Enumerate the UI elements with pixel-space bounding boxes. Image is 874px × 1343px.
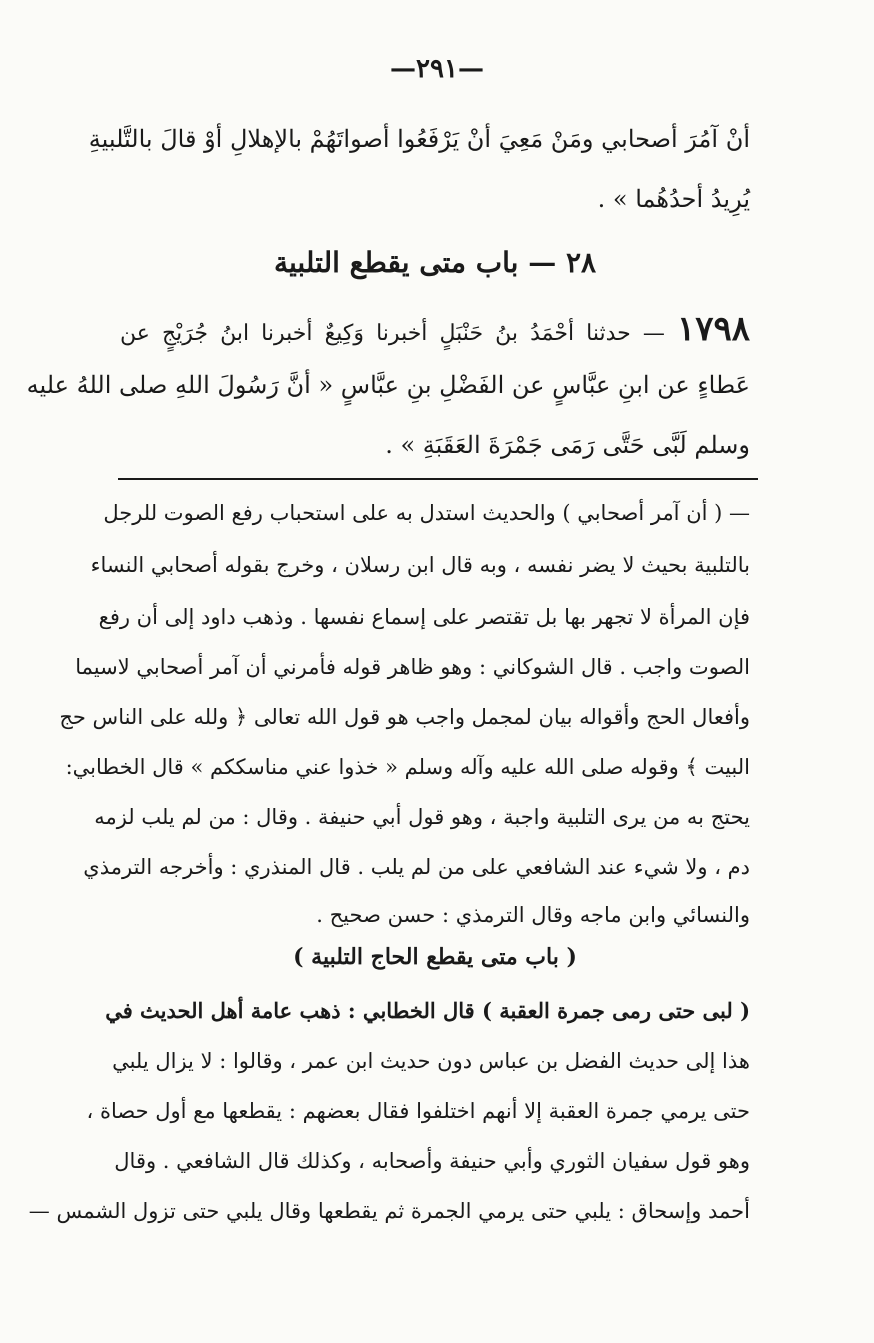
commentary-line: — ( أن آمر أصحابي ) والحديث استدل به على استحباب رفع الصوت للرجل	[103, 501, 750, 525]
chapter-heading: ٢٨ — باب متى يقطع التلبية	[273, 246, 597, 279]
hadith-line-text: — حدثنا أحْمَدُ بنُ حَنْبَلٍ أخبرنا وَكِيعٌ أخبرنا ابنُ جُرَيْجٍ عن	[120, 321, 665, 346]
commentary-line: بالتلبية بحيث لا يضر نفسه ، وبه قال ابن رسلان ، وخرج بقوله أصحابي النساء	[90, 553, 750, 577]
hadith-first-line	[120, 309, 750, 351]
main-text-line: يُرِيدُ أحدُهُما » .	[597, 185, 750, 213]
commentary-line: الصوت واجب . قال الشوكاني : وهو ظاهر قوله فأمرني أن آمر أصحابي لاسيما	[75, 655, 750, 679]
commentary-line: دم ، ولا شيء عند الشافعي على من لم يلب . قال المنذري : وأخرجه الترمذي	[83, 855, 750, 879]
commentary-line: ( لبى حتى رمى جمرة العقبة ) قال الخطابي : ذهب عامة أهل الحديث في	[105, 998, 750, 1023]
commentary-line: وهو قول سفيان الثوري وأبي حنيفة وأصحابه ، وكذلك قال الشافعي . وقال	[114, 1149, 750, 1173]
hadith-line: وسلم لَبَّى حَتَّى رَمَى جَمْرَةَ العَقَبَةِ » .	[385, 431, 750, 459]
commentary-line: هذا إلى حديث الفضل بن عباس دون حديث ابن عمر ، وقالوا : لا يزال يلبي	[112, 1049, 750, 1073]
commentary-line: وأفعال الحج وأقواله بيان لمجمل واجب هو قول الله تعالى ﴿ ولله على الناس حج	[59, 705, 750, 729]
commentary-line: البيت ﴾ وقوله صلى الله عليه وآله وسلم « خذوا عني مناسككم » قال الخطابي:	[65, 755, 750, 779]
commentary-line: حتى يرمي جمرة العقبة إلا أنهم اختلفوا فقال بعضهم : يقطعها مع أول حصاة ،	[86, 1099, 750, 1123]
main-text-line: أنْ آمُرَ أصحابي ومَنْ مَعِيَ أنْ يَرْفَعُوا أصواتَهُمْ بالإهلالِ أوْ قالَ بالتَّلبيةِ	[88, 125, 750, 153]
hadith-number: ١٧٩٨	[676, 309, 750, 349]
commentary-sub-heading: ( باب متى يقطع الحاج التلبية )	[293, 944, 577, 970]
commentary-line: يحتج به من يرى التلبية واجبة ، وهو قول أبي حنيفة . وقال : من لم يلب لزمه	[94, 805, 750, 829]
hadith-line: عَطاءٍ عن ابنِ عبَّاسٍ عن الفَضْلِ بنِ عبَّاسٍ « أنَّ رَسُولَ اللهِ صلى اللهُ عليه	[26, 371, 750, 399]
commentary-line: فإن المرأة لا تجهر بها بل تقتصر على إسماع نفسها . وذهب داود إلى أن رفع	[98, 605, 750, 629]
commentary-line: أحمد وإسحاق : يلبي حتى يرمي الجمرة ثم يقطعها وقال يلبي حتى تزول الشمس —	[28, 1199, 750, 1223]
footnote-divider	[118, 478, 758, 480]
commentary-line: والنسائي وابن ماجه وقال الترمذي : حسن صحيح .	[316, 903, 750, 927]
page-number: —٢٩١—	[390, 54, 484, 84]
